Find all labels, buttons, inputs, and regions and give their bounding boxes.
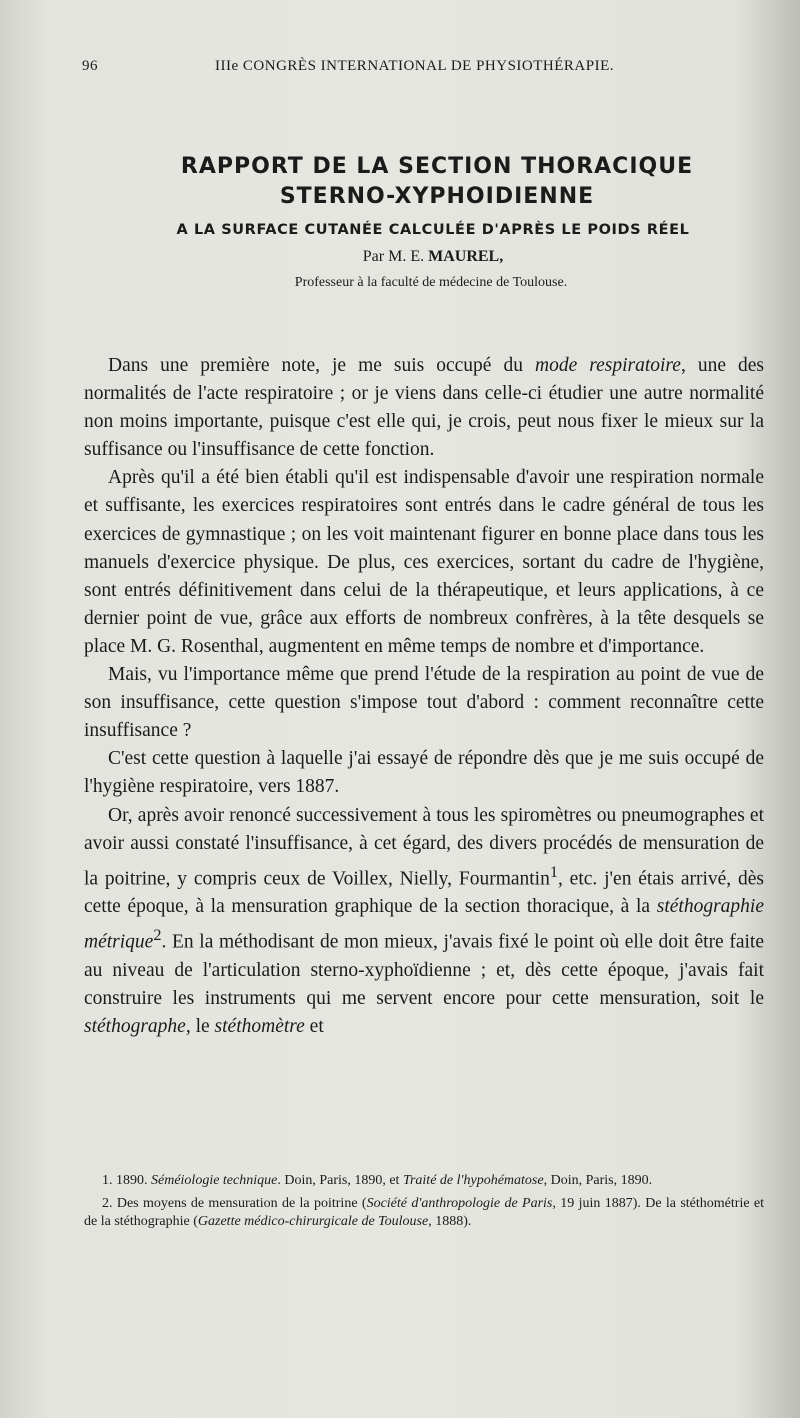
paragraph-5 bbox=[84, 802, 764, 1042]
article-heading bbox=[82, 152, 762, 296]
text-span: , une des normalités de l'acte respiratoire ; or je viens dans celle-ci étudier une autre normalité non moins importante, puisque c'est elle qui, je crois, peut nous fixer le mieux sur la suffisance ou l'insuffisance de cette fonction. bbox=[84, 355, 764, 461]
text-span: Dans une première note, je me suis occupé du bbox=[108, 355, 535, 376]
emphasis-text: Société d'anthropologie de Paris bbox=[366, 1195, 553, 1211]
paragraph-3: Mais, vu l'importance même que prend l'étude de la respiration au point de vue de son insuffisance, cette question s'impose tout d'abord : comment reconnaître cette insuffisance ? bbox=[84, 664, 764, 742]
author-affiliation: Professeur à la faculté de médecine de Toulouse. bbox=[294, 275, 568, 290]
emphasis-text: Séméiologie technique bbox=[151, 1173, 278, 1188]
footnote-2 bbox=[84, 1195, 764, 1232]
footnote-1 bbox=[84, 1172, 764, 1191]
running-title: IIIe CONGRÈS INTERNATIONAL DE PHYSIOTHÉRAPIE. bbox=[215, 58, 614, 74]
paragraph-4: C'est cette question à laquelle j'ai essayé de répondre dès que je me suis occupé de l'hygiène respiratoire, vers 1887. bbox=[84, 748, 764, 798]
author-name: MAUREL, bbox=[428, 248, 504, 265]
page-number: 96 bbox=[82, 58, 98, 74]
text-span: 2. Des moyens de mensuration de la poitrine ( bbox=[102, 1195, 367, 1211]
text-span: Or, après avoir renoncé successivement à tous les spiromètres ou pneumographes et avoir aussi constaté l'insuffisance, à cet égard, des divers procédés de mensuration de la poitrine, y compris ceux de Voillex, Nielly, Fourmantin bbox=[84, 804, 764, 890]
text-span: . En la méthodisant de mon mieux, j'avais fixé le point où elle doit être faite au niveau de l'articulation sterno-xyphoïdienne ; et, dès cette époque, j'avais fait construire les instruments qui me servent encore pour cette mensuration, soit le bbox=[84, 931, 764, 1010]
text-span: , Doin, Paris, 1890. bbox=[543, 1173, 653, 1188]
author-prefix: Par M. E. bbox=[362, 248, 425, 265]
text-span: , etc. j'en étais arrivé, dès cette époque, à la mensuration graphique de la section thoracique, à la bbox=[84, 868, 765, 918]
emphasis-text: stéthographe bbox=[84, 1016, 186, 1038]
footnotes bbox=[84, 1172, 764, 1236]
article-body bbox=[84, 352, 764, 1041]
text-span: 1. 1890. bbox=[102, 1173, 151, 1188]
footnote-ref-2: 2 bbox=[153, 926, 162, 945]
text-span: , le bbox=[185, 1016, 215, 1038]
text-span: . Doin, Paris, 1890, et bbox=[277, 1173, 403, 1188]
paragraph-2: Après qu'il a été bien établi qu'il est indispensable d'avoir une respiration normale et suffisante, les exercices respiratoires sont entrés dans le cadre général de tous les exercices de gymnastique ; on les voit maintenant figurer en bonne place dans tous les manuels d'exercice physique. De plus, ces exercices, sortant du cadre de l'hygiène, sont entrés définitivement dans celui de la thérapeutique, et leurs applications, à ce dernier point de vue, grâce aux efforts de nombreux confrères, à la tête desquels se place M. G. Rosenthal, augmentent en même temps de nombre et d'importance. bbox=[84, 467, 764, 657]
emphasis-text: Gazette médico-chirurgicale de Toulouse bbox=[197, 1214, 429, 1229]
emphasis-text: stéthographie métrique bbox=[84, 896, 764, 953]
running-header bbox=[82, 58, 762, 86]
text-span: , 19 juin 1887). De la stéthométrie et de la stéthographie ( bbox=[84, 1195, 764, 1229]
article-title-line1: RAPPORT DE LA SECTION THORACIQUE bbox=[180, 154, 694, 179]
article-subtitle: A LA SURFACE CUTANÉE CALCULÉE D'APRÈS LE POIDS RÉEL bbox=[176, 222, 690, 238]
emphasis-text: stéthomètre bbox=[214, 1016, 305, 1038]
footnote-ref-1: 1 bbox=[549, 862, 558, 881]
author-line bbox=[104, 244, 762, 270]
emphasis-text: mode respiratoire bbox=[534, 355, 681, 376]
emphasis-text: Traité de l'hypohématose bbox=[402, 1173, 544, 1188]
text-span: , 1888). bbox=[428, 1214, 472, 1229]
article-title-line2: STERNO-XYPHOIDIENNE bbox=[279, 184, 595, 209]
text-span: et bbox=[304, 1016, 324, 1038]
paragraph-1 bbox=[84, 352, 764, 464]
